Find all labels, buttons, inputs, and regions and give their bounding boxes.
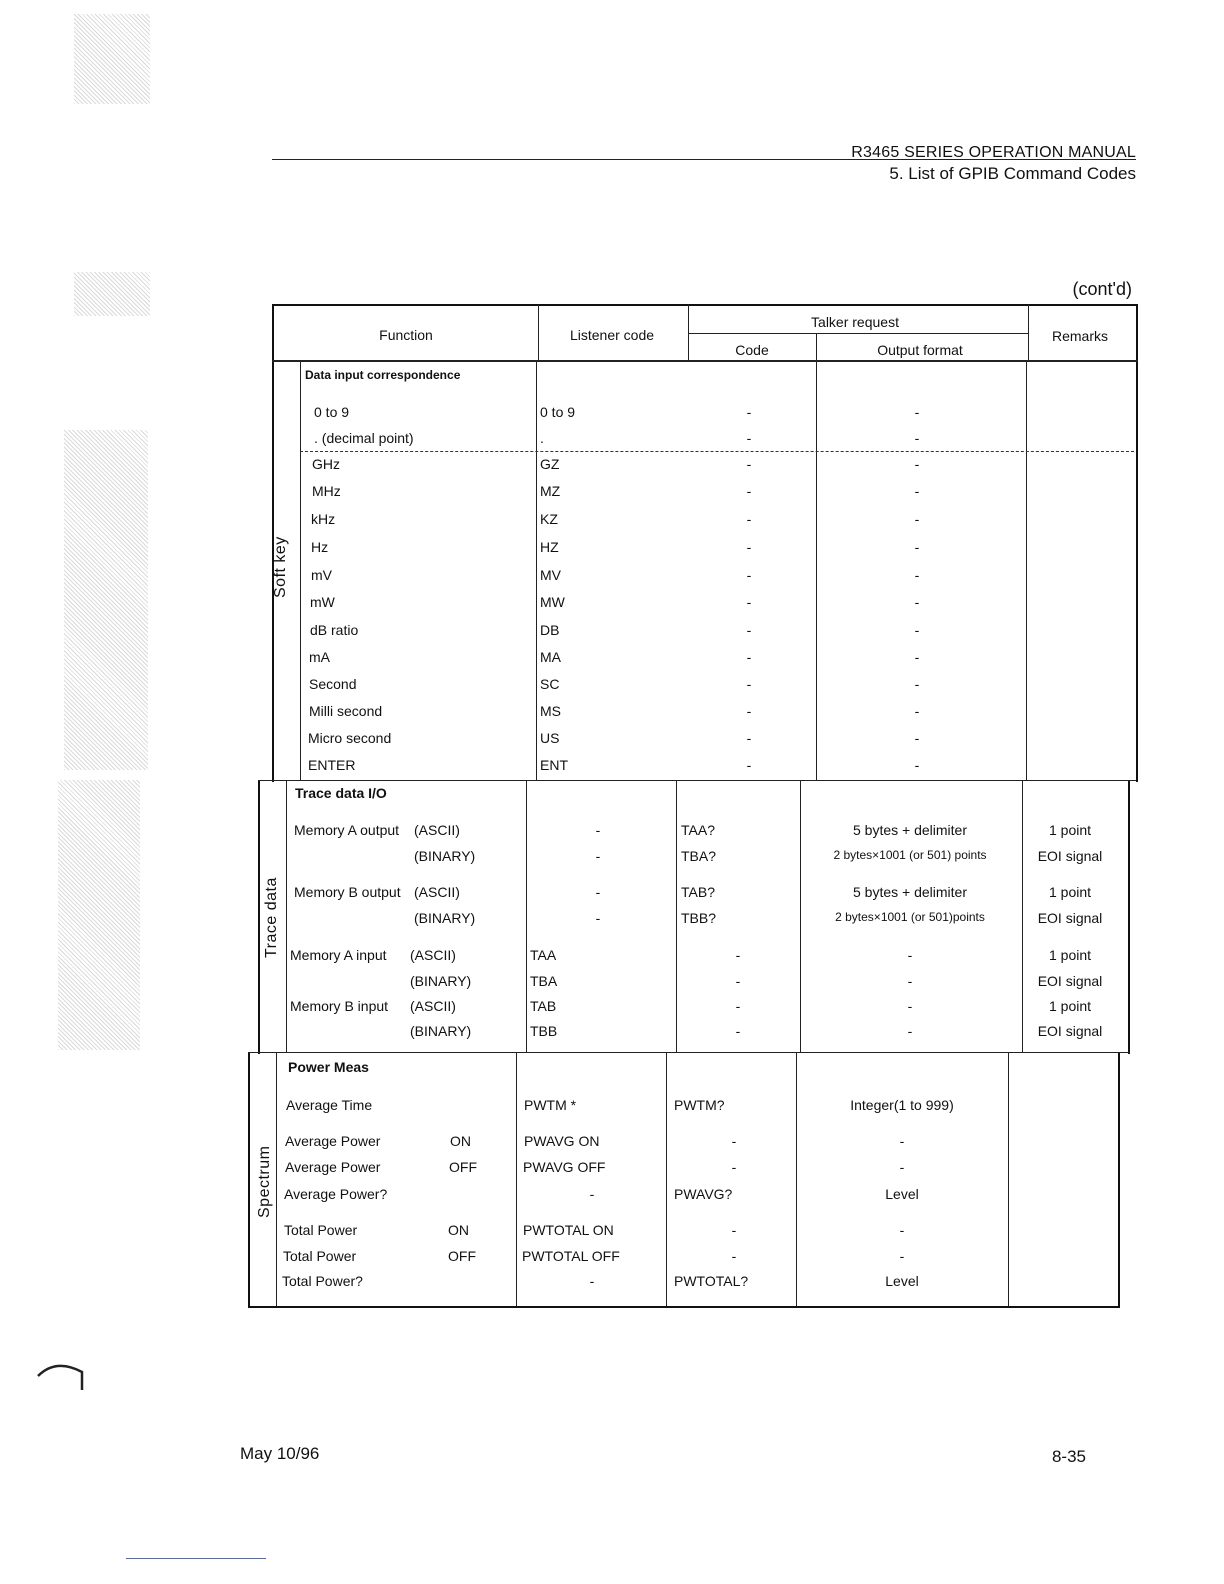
- trace-mode: (ASCII): [414, 884, 460, 900]
- spectrum-output-format: Integer(1 to 999): [850, 1097, 954, 1113]
- trace-remarks: EOI signal: [1037, 910, 1103, 926]
- soft-key-function: Milli second: [309, 703, 383, 719]
- soft-key-function: mA: [309, 649, 330, 665]
- header-output-format: Output format: [877, 342, 963, 358]
- spectrum-listener-code: PWTM *: [524, 1097, 577, 1113]
- spectrum-function: Average Power?: [284, 1186, 388, 1202]
- soft-key-talker-code: -: [746, 622, 752, 638]
- trace-remarks: 1 point: [1048, 947, 1092, 963]
- col-divider: [536, 360, 537, 780]
- spectrum-talker-code: PWAVG?: [674, 1186, 733, 1202]
- col-divider: [816, 360, 817, 780]
- spectrum-talker-code: -: [731, 1222, 737, 1238]
- soft-key-listener-code: ENT: [540, 757, 568, 773]
- header-talker-request: Talker request: [811, 314, 899, 330]
- soft-key-talker-code: -: [746, 539, 752, 555]
- soft-key-listener-code: MV: [540, 567, 561, 583]
- soft-key-function: mW: [310, 594, 335, 610]
- trace-mode: (ASCII): [410, 947, 456, 963]
- trace-mode: (BINARY): [414, 910, 476, 926]
- trace-talker-code: TBB?: [681, 910, 717, 926]
- trace-output-format: 5 bytes + delimiter: [853, 884, 967, 900]
- soft-key-talker-code: -: [746, 511, 752, 527]
- soft-key-function: 0 to 9: [314, 404, 350, 420]
- soft-key-output-format: -: [914, 404, 920, 420]
- soft-key-talker-code: -: [746, 430, 752, 446]
- spectrum-function: Average Power: [285, 1159, 381, 1175]
- soft-key-listener-code: SC: [540, 676, 560, 692]
- header-bottom-line: [272, 360, 1138, 362]
- soft-key-listener-code: 0 to 9: [540, 404, 576, 420]
- soft-key-talker-code: -: [746, 730, 752, 746]
- footer-date: May 10/96: [240, 1444, 320, 1463]
- section-divider: [258, 780, 1136, 781]
- col-divider: [1028, 304, 1029, 360]
- page-number: 8-35: [1051, 1447, 1086, 1466]
- col-divider: [816, 333, 817, 360]
- trace-remarks: 1 point: [1048, 884, 1092, 900]
- trace-remarks: 1 point: [1048, 822, 1092, 838]
- col-divider: [286, 780, 287, 1052]
- soft-key-function: Micro second: [308, 730, 392, 746]
- talker-split-line: [688, 333, 1028, 334]
- soft-key-talker-code: -: [746, 649, 752, 665]
- col-divider: [676, 780, 677, 1052]
- soft-key-output-format: -: [914, 622, 920, 638]
- spectrum-listener-code: -: [589, 1186, 595, 1202]
- trace-listener-code: TBA: [530, 973, 558, 989]
- footer-link-line: [126, 1558, 266, 1559]
- spectrum-state: OFF: [449, 1159, 477, 1175]
- soft-key-output-format: -: [914, 539, 920, 555]
- trace-output-format: -: [907, 947, 913, 963]
- soft-key-output-format: -: [914, 511, 920, 527]
- spectrum-listener-code: -: [589, 1273, 595, 1289]
- trace-talker-code: -: [735, 947, 741, 963]
- header-remarks: Remarks: [1051, 328, 1109, 344]
- spectrum-state: OFF: [448, 1248, 476, 1264]
- trace-mode: (BINARY): [410, 973, 472, 989]
- binder-hole-mark: [36, 1356, 96, 1396]
- soft-key-function: kHz: [311, 511, 336, 527]
- col-divider: [1022, 780, 1023, 1052]
- spectrum-listener-code: PWTOTAL OFF: [522, 1248, 620, 1264]
- trace-output-format: 2 bytes×1001 (or 501)points: [835, 910, 985, 924]
- soft-key-output-format: -: [914, 703, 920, 719]
- trace-function: Memory B output: [294, 884, 401, 900]
- scan-artifact: [58, 780, 140, 1050]
- trace-output-format: 5 bytes + delimiter: [853, 822, 967, 838]
- col-divider: [538, 304, 539, 360]
- soft-key-listener-code: KZ: [540, 511, 558, 527]
- trace-listener-code: TAA: [530, 947, 557, 963]
- trace-talker-code: TBA?: [681, 848, 717, 864]
- soft-key-talker-code: -: [746, 456, 752, 472]
- trace-remarks: 1 point: [1048, 998, 1092, 1014]
- trace-mode: (BINARY): [414, 848, 476, 864]
- table-frame-bottom: [248, 1052, 1120, 1308]
- col-divider: [276, 1052, 277, 1306]
- soft-key-function: ENTER: [308, 757, 356, 773]
- spectrum-talker-code: -: [731, 1133, 737, 1149]
- spectrum-output-format: -: [899, 1159, 905, 1175]
- soft-key-function: dB ratio: [310, 622, 359, 638]
- trace-listener-code: -: [595, 884, 601, 900]
- trace-output-format: -: [907, 973, 913, 989]
- trace-remarks: EOI signal: [1037, 848, 1103, 864]
- group-label-trace-data: Trace data: [263, 877, 280, 958]
- soft-key-listener-code: .: [540, 430, 544, 446]
- header-code: Code: [735, 342, 769, 358]
- soft-key-listener-code: MS: [540, 703, 561, 719]
- spectrum-state: ON: [450, 1133, 471, 1149]
- section-divider: [248, 1052, 1130, 1053]
- soft-key-output-format: -: [914, 456, 920, 472]
- spectrum-listener-code: PWTOTAL ON: [523, 1222, 614, 1238]
- soft-key-output-format: -: [914, 430, 920, 446]
- continued-note: (cont'd): [1072, 279, 1132, 299]
- soft-key-talker-code: -: [746, 483, 752, 499]
- spectrum-output-format: Level: [885, 1273, 919, 1289]
- trace-mode: (BINARY): [410, 1023, 472, 1039]
- soft-key-talker-code: -: [746, 703, 752, 719]
- soft-key-function: Second: [309, 676, 357, 692]
- soft-key-output-format: -: [914, 649, 920, 665]
- trace-output-format: -: [907, 1023, 913, 1039]
- spectrum-listener-code: PWAVG ON: [524, 1133, 600, 1149]
- trace-function: Memory B input: [290, 998, 389, 1014]
- col-divider: [1008, 1052, 1009, 1306]
- spectrum-state: ON: [448, 1222, 469, 1238]
- col-divider: [516, 1052, 517, 1306]
- spectrum-function: Average Power: [285, 1133, 381, 1149]
- soft-key-talker-code: -: [746, 567, 752, 583]
- col-divider: [300, 360, 301, 780]
- spectrum-function: Total Power: [283, 1248, 357, 1264]
- group-label-spectrum: Spectrum: [256, 1145, 273, 1218]
- section-title: 5. List of GPIB Command Codes: [889, 164, 1136, 183]
- soft-key-output-format: -: [914, 483, 920, 499]
- soft-key-listener-code: US: [540, 730, 560, 746]
- soft-key-output-format: -: [914, 730, 920, 746]
- soft-key-output-format: -: [914, 594, 920, 610]
- spectrum-heading: Power Meas: [288, 1059, 369, 1075]
- scan-artifact: [64, 430, 148, 770]
- trace-function: Memory A output: [294, 822, 400, 838]
- spectrum-output-format: -: [899, 1248, 905, 1264]
- soft-key-output-format: -: [914, 676, 920, 692]
- col-divider: [688, 304, 689, 360]
- soft-key-listener-code: GZ: [540, 456, 560, 472]
- decimal-dash-line: [300, 451, 1134, 452]
- soft-key-listener-code: MZ: [540, 483, 561, 499]
- col-divider: [796, 1052, 797, 1306]
- spectrum-talker-code: -: [731, 1159, 737, 1175]
- col-divider: [1026, 360, 1027, 780]
- trace-talker-code: TAB?: [681, 884, 715, 900]
- soft-key-talker-code: -: [746, 594, 752, 610]
- trace-remarks: EOI signal: [1037, 1023, 1103, 1039]
- soft-key-listener-code: HZ: [540, 539, 559, 555]
- spectrum-function: Total Power: [284, 1222, 358, 1238]
- trace-listener-code: TAB: [530, 998, 557, 1014]
- soft-key-function: MHz: [312, 483, 341, 499]
- soft-key-output-format: -: [914, 567, 920, 583]
- group-label-soft-key: Soft key: [272, 536, 289, 598]
- soft-key-listener-code: DB: [540, 622, 560, 638]
- trace-data-heading: Trace data I/O: [295, 785, 387, 801]
- trace-mode: (ASCII): [414, 822, 460, 838]
- trace-listener-code: -: [595, 822, 601, 838]
- spectrum-talker-code: PWTOTAL?: [674, 1273, 749, 1289]
- trace-listener-code: TBB: [530, 1023, 558, 1039]
- spectrum-function: Total Power?: [282, 1273, 363, 1289]
- soft-key-function: mV: [311, 567, 332, 583]
- spectrum-output-format: -: [899, 1133, 905, 1149]
- spectrum-listener-code: PWAVG OFF: [523, 1159, 606, 1175]
- trace-remarks: EOI signal: [1037, 973, 1103, 989]
- trace-talker-code: -: [735, 1023, 741, 1039]
- header-function: Function: [379, 327, 433, 343]
- spectrum-output-format: -: [899, 1222, 905, 1238]
- trace-talker-code: -: [735, 998, 741, 1014]
- scan-artifact: [74, 272, 150, 316]
- trace-listener-code: -: [595, 910, 601, 926]
- spectrum-function: Average Time: [286, 1097, 373, 1113]
- col-divider: [666, 1052, 667, 1306]
- soft-key-talker-code: -: [746, 404, 752, 420]
- soft-key-function: GHz: [312, 456, 340, 472]
- soft-key-listener-code: MA: [540, 649, 561, 665]
- scan-artifact: [74, 14, 150, 104]
- trace-talker-code: TAA?: [681, 822, 715, 838]
- trace-mode: (ASCII): [410, 998, 456, 1014]
- soft-key-function: . (decimal point): [314, 430, 414, 446]
- header-listener-code: Listener code: [569, 327, 655, 343]
- spectrum-talker-code: PWTM?: [674, 1097, 725, 1113]
- trace-output-format: 2 bytes×1001 (or 501) points: [833, 848, 987, 862]
- spectrum-talker-code: -: [731, 1248, 737, 1264]
- col-divider: [800, 780, 801, 1052]
- soft-key-listener-code: MW: [540, 594, 565, 610]
- spectrum-output-format: Level: [885, 1186, 919, 1202]
- soft-key-function: Hz: [311, 539, 329, 555]
- col-divider: [526, 780, 527, 1052]
- trace-function: Memory A input: [290, 947, 387, 963]
- soft-key-output-format: -: [914, 757, 920, 773]
- trace-output-format: -: [907, 998, 913, 1014]
- soft-key-heading: Data input correspondence: [305, 368, 461, 382]
- trace-listener-code: -: [595, 848, 601, 864]
- manual-title: R3465 SERIES OPERATION MANUAL: [851, 144, 1136, 161]
- soft-key-talker-code: -: [746, 757, 752, 773]
- soft-key-talker-code: -: [746, 676, 752, 692]
- trace-talker-code: -: [735, 973, 741, 989]
